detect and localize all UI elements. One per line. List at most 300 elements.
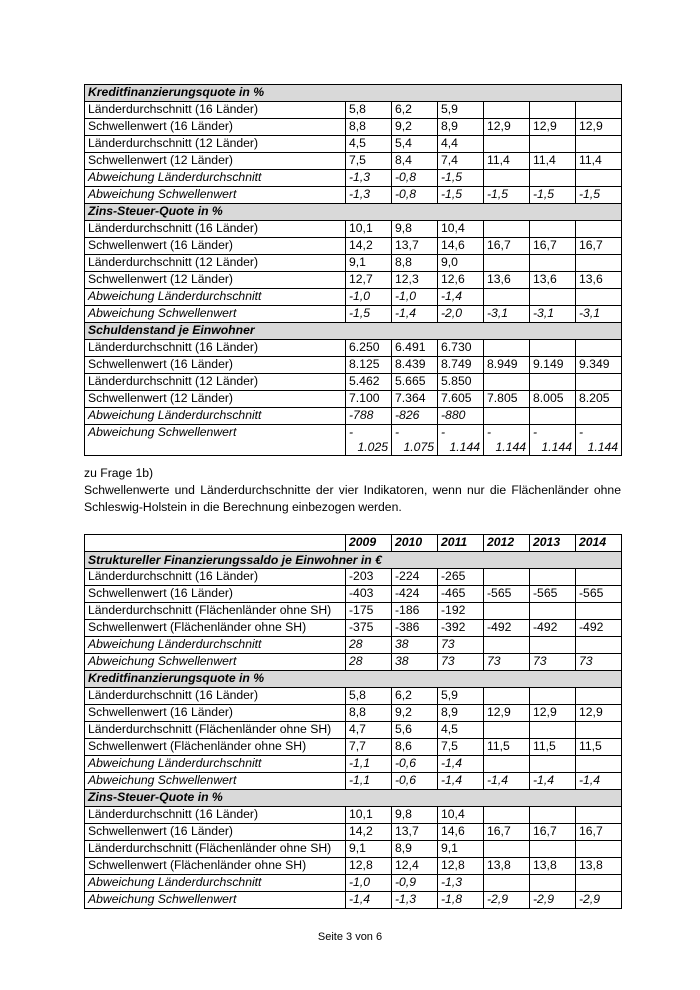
row-label: Abweichung Schwellenwert [85, 425, 346, 456]
value-cell [346, 425, 392, 456]
value-cell: 6.730 [438, 340, 484, 357]
value-cell [484, 374, 530, 391]
value-cell: 5,9 [438, 102, 484, 119]
page-footer: Seite 3 von 6 [317, 931, 383, 943]
row-label: Schwellenwert (16 Länder) [85, 824, 346, 841]
section-title: Kreditfinanzierungsquote in % [85, 671, 622, 688]
value-cell: -1,4 [346, 892, 392, 909]
value-cell [484, 569, 530, 586]
table-row [85, 221, 622, 238]
value-cell: 5,9 [438, 688, 484, 705]
section-header-row [85, 323, 622, 340]
value-cell [484, 807, 530, 824]
value-cell: -1,4 [438, 756, 484, 773]
value-cell: -1,5 [438, 187, 484, 204]
value-cell: -565 [530, 586, 576, 603]
value-cell: 4,4 [438, 136, 484, 153]
value-cell: -788 [346, 408, 392, 425]
value-cell: 8,8 [346, 119, 392, 136]
value-cell: 14,2 [346, 238, 392, 255]
value-cell: -2,9 [530, 892, 576, 909]
table-row [85, 824, 622, 841]
value-cell: -2,9 [576, 892, 622, 909]
value-cell: 7,7 [346, 739, 392, 756]
row-label: Schwellenwert (12 Länder) [85, 272, 346, 289]
section-title: Kreditfinanzierungsquote in % [85, 85, 622, 102]
table-row [85, 391, 622, 408]
row-label: Schwellenwert (12 Länder) [85, 153, 346, 170]
value-cell: -1,5 [484, 187, 530, 204]
table-row [85, 187, 622, 204]
value-cell [484, 841, 530, 858]
value-cell [530, 603, 576, 620]
value-cell: 6.491 [392, 340, 438, 357]
value-cell: 38 [392, 637, 438, 654]
year-header: 2014 [576, 535, 622, 552]
value-cell: 9,2 [392, 705, 438, 722]
value-cell: -0,9 [392, 875, 438, 892]
value-cell [530, 569, 576, 586]
value-sign: - [533, 425, 538, 439]
value-sign: - [487, 425, 492, 439]
value-cell: 10,1 [346, 221, 392, 238]
value-cell [484, 102, 530, 119]
row-label: Länderdurchschnitt (12 Länder) [85, 374, 346, 391]
value-cell [576, 841, 622, 858]
row-label: Schwellenwert (16 Länder) [85, 119, 346, 136]
value-cell: 13,6 [530, 272, 576, 289]
question-heading: zu Frage 1b) [84, 466, 154, 480]
row-label: Abweichung Schwellenwert [85, 773, 346, 790]
value-cell: -1,1 [346, 773, 392, 790]
row-label: Länderdurchschnitt (12 Länder) [85, 255, 346, 272]
section-title: Zins-Steuer-Quote in % [85, 790, 622, 807]
value-cell: -224 [392, 569, 438, 586]
section-title: Zins-Steuer-Quote in % [85, 204, 622, 221]
value-cell [530, 408, 576, 425]
row-label: Abweichung Schwellenwert [85, 892, 346, 909]
value-cell: -2,9 [484, 892, 530, 909]
row-label: Schwellenwert (16 Länder) [85, 586, 346, 603]
value-cell: 13,7 [392, 824, 438, 841]
value-cell [576, 408, 622, 425]
value-cell: 4,5 [438, 722, 484, 739]
row-label: Länderdurchschnitt (Flächenländer ohne SH) [85, 722, 346, 739]
value-cell: -0,8 [392, 187, 438, 204]
value-cell: -192 [438, 603, 484, 620]
value-cell: 16,7 [576, 824, 622, 841]
value-cell: -1,4 [576, 773, 622, 790]
value-cell: 14,6 [438, 824, 484, 841]
value-cell [484, 688, 530, 705]
value-cell [484, 756, 530, 773]
value-cell: 16,7 [576, 238, 622, 255]
value-cell: -1,0 [346, 289, 392, 306]
value-cell: -1,0 [346, 875, 392, 892]
value-sign: - [579, 425, 584, 439]
row-label: Abweichung Länderdurchschnitt [85, 289, 346, 306]
section-title: Struktureller Finanzierungssaldo je Einwohner in € [85, 552, 622, 569]
table-row [85, 357, 622, 374]
value-cell: 4,7 [346, 722, 392, 739]
value-cell [530, 841, 576, 858]
value-cell: -203 [346, 569, 392, 586]
value-cell: 8,9 [438, 119, 484, 136]
table-row [85, 289, 622, 306]
table-row [85, 637, 622, 654]
value-cell: 5,4 [392, 136, 438, 153]
table-row [85, 272, 622, 289]
value-cell [576, 637, 622, 654]
value-cell: 9.149 [530, 357, 576, 374]
table-row [85, 739, 622, 756]
value-cell: -175 [346, 603, 392, 620]
value-cell [530, 688, 576, 705]
value-cell: 73 [530, 654, 576, 671]
value-cell: -0,6 [392, 756, 438, 773]
value-cell: 8.205 [576, 391, 622, 408]
value-amount: 1.144 [449, 440, 480, 454]
value-cell: 12,9 [576, 119, 622, 136]
table-row [85, 255, 622, 272]
table-row [85, 102, 622, 119]
value-cell: 9,1 [438, 841, 484, 858]
section-header-row [85, 790, 622, 807]
value-cell [484, 136, 530, 153]
value-cell: -565 [576, 586, 622, 603]
value-cell [530, 170, 576, 187]
value-cell: 28 [346, 654, 392, 671]
value-cell [576, 807, 622, 824]
table-row [85, 153, 622, 170]
value-sign: - [349, 425, 354, 439]
value-cell: 16,7 [530, 824, 576, 841]
value-cell: 7.605 [438, 391, 484, 408]
value-cell: 8.005 [530, 391, 576, 408]
value-cell: 12,4 [392, 858, 438, 875]
value-cell: 8.749 [438, 357, 484, 374]
value-cell [530, 756, 576, 773]
value-cell [576, 289, 622, 306]
table-row-split [85, 425, 622, 456]
row-label: Länderdurchschnitt (16 Länder) [85, 807, 346, 824]
value-cell [530, 221, 576, 238]
row-label: Länderdurchschnitt (16 Länder) [85, 221, 346, 238]
row-label: Abweichung Schwellenwert [85, 654, 346, 671]
row-label: Länderdurchschnitt (Flächenländer ohne SH) [85, 841, 346, 858]
value-cell: -265 [438, 569, 484, 586]
value-cell [484, 408, 530, 425]
table-row [85, 374, 622, 391]
value-cell: -880 [438, 408, 484, 425]
value-cell: -1,3 [438, 875, 484, 892]
value-cell [530, 136, 576, 153]
row-label: Abweichung Schwellenwert [85, 187, 346, 204]
row-label: Abweichung Schwellenwert [85, 306, 346, 323]
value-cell: 12,9 [484, 119, 530, 136]
table-row [85, 705, 622, 722]
value-cell: -424 [392, 586, 438, 603]
value-cell: 8.949 [484, 357, 530, 374]
value-cell: -1,0 [392, 289, 438, 306]
value-cell [576, 136, 622, 153]
value-cell [484, 425, 530, 456]
header-blank [85, 535, 346, 552]
value-amount: 1.075 [403, 440, 434, 454]
value-cell: 4,5 [346, 136, 392, 153]
value-cell: 28 [346, 637, 392, 654]
value-cell: 8,8 [346, 705, 392, 722]
value-cell: 8,4 [392, 153, 438, 170]
value-cell: 16,7 [484, 824, 530, 841]
value-cell: 13,6 [576, 272, 622, 289]
value-cell [576, 102, 622, 119]
value-cell: 8,6 [392, 739, 438, 756]
value-cell: 12,7 [346, 272, 392, 289]
value-cell [576, 374, 622, 391]
year-header: 2013 [530, 535, 576, 552]
value-cell: 12,9 [576, 705, 622, 722]
value-cell [530, 102, 576, 119]
row-label: Schwellenwert (Flächenländer ohne SH) [85, 739, 346, 756]
value-cell: -3,1 [576, 306, 622, 323]
row-label: Schwellenwert (16 Länder) [85, 238, 346, 255]
value-cell: 9,8 [392, 221, 438, 238]
value-amount: 1.144 [541, 440, 572, 454]
value-cell [484, 340, 530, 357]
table-row [85, 306, 622, 323]
value-cell: 73 [576, 654, 622, 671]
table-row [85, 875, 622, 892]
value-cell: 8,8 [392, 255, 438, 272]
value-cell [530, 340, 576, 357]
value-cell [576, 569, 622, 586]
value-cell: -1,1 [346, 756, 392, 773]
value-cell: 14,6 [438, 238, 484, 255]
row-label: Abweichung Länderdurchschnitt [85, 170, 346, 187]
value-cell [576, 756, 622, 773]
value-cell: 14,2 [346, 824, 392, 841]
value-cell: -0,6 [392, 773, 438, 790]
value-cell: -1,5 [576, 187, 622, 204]
value-cell [576, 340, 622, 357]
value-cell [484, 221, 530, 238]
row-label: Schwellenwert (Flächenländer ohne SH) [85, 858, 346, 875]
row-label: Abweichung Länderdurchschnitt [85, 875, 346, 892]
value-cell: 9,0 [438, 255, 484, 272]
table-row [85, 408, 622, 425]
value-cell: 13,6 [484, 272, 530, 289]
row-label: Länderdurchschnitt (16 Länder) [85, 102, 346, 119]
value-cell [530, 255, 576, 272]
year-header: 2009 [346, 535, 392, 552]
value-cell: 13,8 [484, 858, 530, 875]
value-cell: -1,5 [438, 170, 484, 187]
value-cell: 12,9 [530, 705, 576, 722]
row-label: Schwellenwert (16 Länder) [85, 357, 346, 374]
value-cell: 6,2 [392, 688, 438, 705]
value-cell: 12,9 [530, 119, 576, 136]
value-cell [484, 637, 530, 654]
year-header: 2010 [392, 535, 438, 552]
value-sign: - [441, 425, 446, 439]
value-cell [484, 255, 530, 272]
value-cell: 9,8 [392, 807, 438, 824]
value-cell [530, 289, 576, 306]
value-cell [530, 637, 576, 654]
value-cell: 13,8 [576, 858, 622, 875]
value-cell: -1,8 [438, 892, 484, 909]
row-label: Schwellenwert (12 Länder) [85, 391, 346, 408]
value-cell: 73 [484, 654, 530, 671]
value-cell [484, 603, 530, 620]
value-cell: 12,9 [484, 705, 530, 722]
table-row [85, 170, 622, 187]
value-cell: 13,7 [392, 238, 438, 255]
value-cell: -0,8 [392, 170, 438, 187]
section-title: Schuldenstand je Einwohner [85, 323, 622, 340]
value-cell: 5,8 [346, 688, 392, 705]
value-cell: -1,4 [438, 773, 484, 790]
value-cell: 73 [438, 654, 484, 671]
value-cell: 73 [438, 637, 484, 654]
table-row [85, 119, 622, 136]
value-cell: -826 [392, 408, 438, 425]
value-cell: 38 [392, 654, 438, 671]
value-cell: 7.364 [392, 391, 438, 408]
value-cell: 8,9 [438, 705, 484, 722]
value-cell: -492 [530, 620, 576, 637]
row-label: Abweichung Länderdurchschnitt [85, 756, 346, 773]
value-cell: 11,5 [576, 739, 622, 756]
value-cell [576, 875, 622, 892]
indicator-table-flaechenlaender [84, 534, 622, 909]
indicator-table-12-laender [84, 84, 622, 456]
question-description-line1: Schwellenwerte und Länderdurchschnitte der vier Indikatoren, wenn nur die Flächenländer ohne [84, 483, 621, 497]
value-cell: -1,3 [346, 170, 392, 187]
value-cell: 8,9 [392, 841, 438, 858]
value-amount: 1.025 [357, 440, 388, 454]
row-label: Länderdurchschnitt (16 Länder) [85, 688, 346, 705]
value-cell: 16,7 [530, 238, 576, 255]
table-row [85, 841, 622, 858]
value-cell: 8.439 [392, 357, 438, 374]
value-cell [576, 170, 622, 187]
value-cell: 6,2 [392, 102, 438, 119]
value-amount: 1.144 [495, 440, 526, 454]
table-row [85, 340, 622, 357]
table-row [85, 620, 622, 637]
value-cell: 9,2 [392, 119, 438, 136]
value-cell: -3,1 [484, 306, 530, 323]
value-cell: -403 [346, 586, 392, 603]
value-cell: 11,4 [530, 153, 576, 170]
table-row [85, 722, 622, 739]
value-amount: 1.144 [587, 440, 619, 454]
value-cell: -492 [484, 620, 530, 637]
value-cell: -1,5 [530, 187, 576, 204]
value-cell: 13,8 [530, 858, 576, 875]
table-row [85, 238, 622, 255]
section-header-row [85, 204, 622, 221]
value-cell: 11,5 [484, 739, 530, 756]
value-cell: 12,6 [438, 272, 484, 289]
table-row [85, 688, 622, 705]
value-cell: 10,4 [438, 221, 484, 238]
value-cell [576, 221, 622, 238]
row-label: Abweichung Länderdurchschnitt [85, 637, 346, 654]
value-cell: 9,1 [346, 841, 392, 858]
value-cell: 12,8 [438, 858, 484, 875]
value-cell [530, 425, 576, 456]
value-cell: 16,7 [484, 238, 530, 255]
value-cell: -492 [576, 620, 622, 637]
value-cell: -1,4 [438, 289, 484, 306]
row-label: Länderdurchschnitt (16 Länder) [85, 569, 346, 586]
value-cell [576, 688, 622, 705]
year-header: 2011 [438, 535, 484, 552]
value-cell: 12,8 [346, 858, 392, 875]
value-cell: 9,1 [346, 255, 392, 272]
value-cell [484, 170, 530, 187]
value-cell [530, 722, 576, 739]
question-block [84, 465, 621, 516]
table-row [85, 603, 622, 620]
year-header: 2012 [484, 535, 530, 552]
value-cell: 10,1 [346, 807, 392, 824]
value-cell [530, 807, 576, 824]
value-cell: -1,4 [484, 773, 530, 790]
value-sign: - [395, 425, 400, 439]
year-header-row [85, 535, 622, 552]
row-label: Länderdurchschnitt (16 Länder) [85, 340, 346, 357]
value-cell: -1,3 [392, 892, 438, 909]
value-cell: 12,3 [392, 272, 438, 289]
value-cell: 5.665 [392, 374, 438, 391]
value-cell: 10,4 [438, 807, 484, 824]
section-header-row [85, 85, 622, 102]
value-cell: 6.250 [346, 340, 392, 357]
value-cell [576, 603, 622, 620]
value-cell: -1,4 [530, 773, 576, 790]
question-description-line2: Schleswig-Holstein in die Berechnung einbezogen werden. [84, 500, 402, 514]
value-cell: -1,4 [392, 306, 438, 323]
section-header-row [85, 552, 622, 569]
row-label: Abweichung Länderdurchschnitt [85, 408, 346, 425]
value-cell: 8.125 [346, 357, 392, 374]
value-cell [576, 722, 622, 739]
value-cell: 11,5 [530, 739, 576, 756]
section-header-row [85, 671, 622, 688]
value-cell: 5.462 [346, 374, 392, 391]
value-cell: 7.805 [484, 391, 530, 408]
table-row [85, 892, 622, 909]
value-cell: 5.850 [438, 374, 484, 391]
value-cell: 7,5 [438, 739, 484, 756]
value-cell [484, 875, 530, 892]
table-row [85, 569, 622, 586]
value-cell [530, 875, 576, 892]
value-cell [438, 425, 484, 456]
value-cell: 7.100 [346, 391, 392, 408]
table-row [85, 773, 622, 790]
table-row [85, 136, 622, 153]
row-label: Länderdurchschnitt (Flächenländer ohne SH) [85, 603, 346, 620]
value-cell: -186 [392, 603, 438, 620]
value-cell: 11,4 [576, 153, 622, 170]
row-label: Schwellenwert (Flächenländer ohne SH) [85, 620, 346, 637]
value-cell [484, 289, 530, 306]
